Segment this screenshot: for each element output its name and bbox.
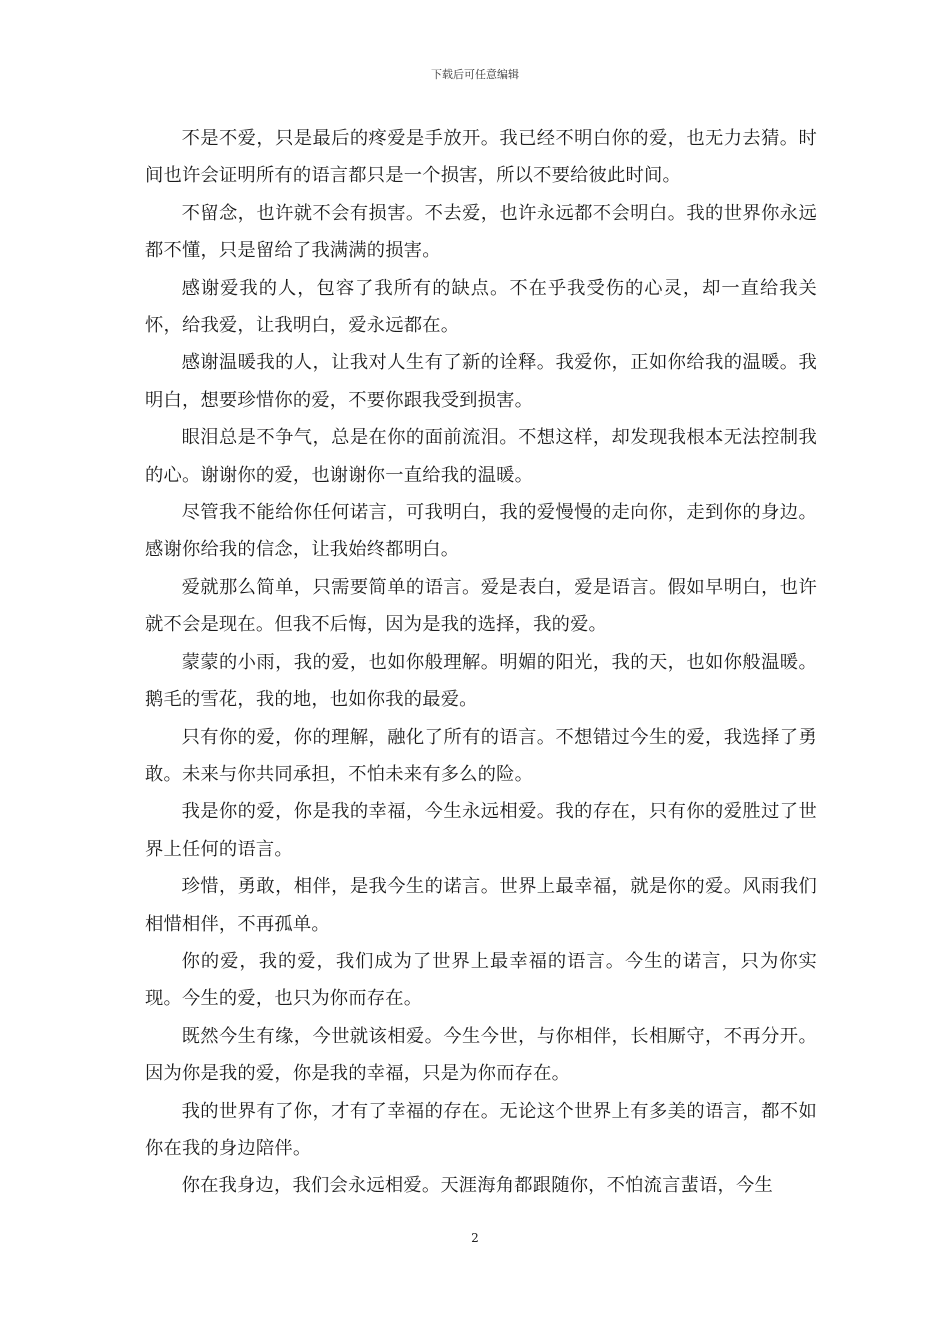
- paragraph-2: 不留念，也许就不会有损害。不去爱，也许永远都不会明白。我的世界你永远都不懂，只是留给了我满满的损害。: [145, 202, 817, 262]
- paragraph-14: 我的世界有了你，才有了幸福的存在。无论这个世界上有多美的语言，都不如你在我的身边陪伴。: [145, 1100, 817, 1159]
- paragraph-9: 只有你的爱，你的理解，融化了所有的语言。不想错过今生的爱，我选择了勇敢。未来与你共同承担，不怕未来有多么的险。: [145, 726, 817, 785]
- paragraph-7: 爱就那么简单，只需要简单的语言。爱是表白，爱是语言。假如早明白，也许就不会是现在。但我不后悔，因为是我的选择，我的爱。: [145, 576, 817, 636]
- page-number: 2: [471, 1231, 479, 1245]
- paragraph-10: 我是你的爱，你是我的幸福，今生永远相爱。我的存在，只有你的爱胜过了世界上任何的语言。: [145, 801, 817, 860]
- paragraph-3: 感谢爱我的人，包容了我所有的缺点。不在乎我受伤的心灵，却一直给我关怀，给我爱，让我明白，爱永远都在。: [145, 277, 817, 337]
- paragraph-1: 不是不爱，只是最后的疼爱是手放开。我已经不明白你的爱，也无力去猜。时间也许会证明所有的语言都只是一个损害，所以不要给彼此时间。: [145, 128, 817, 187]
- document-body: [145, 120, 817, 1205]
- paragraph-6: 尽管我不能给你任何诺言，可我明白，我的爱慢慢的走向你，走到你的身边。感谢你给我的信念，让我始终都明白。: [145, 502, 817, 561]
- paragraph-8: 蒙蒙的小雨，我的爱，也如你般理解。明媚的阳光，我的天，也如你般温暖。鹅毛的雪花，我的地，也如你我的最爱。: [145, 651, 817, 711]
- paragraph-4: 感谢温暖我的人，让我对人生有了新的诠释。我爱你，正如你给我的温暖。我明白，想要珍惜你的爱，不要你跟我受到损害。: [145, 352, 817, 411]
- page-header-note: 下载后可任意编辑: [431, 68, 519, 81]
- paragraph-11: 珍惜，勇敢，相伴，是我今生的诺言。世界上最幸福，就是你的爱。风雨我们相惜相伴，不再孤单。: [145, 876, 817, 935]
- paragraph-5: 眼泪总是不争气，总是在你的面前流泪。不想这样，却发现我根本无法控制我的心。谢谢你的爱，也谢谢你一直给我的温暖。: [145, 427, 817, 486]
- paragraph-12: 你的爱，我的爱，我们成为了世界上最幸福的语言。今生的诺言，只为你实现。今生的爱，也只为你而存在。: [145, 950, 817, 1010]
- paragraph-15: 你在我身边，我们会永远相爱。天涯海角都跟随你，不怕流言蜚语，今生: [181, 1175, 773, 1197]
- paragraph-13: 既然今生有缘，今世就该相爱。今生今世，与你相伴，长相厮守，不再分开。因为你是我的爱，你是我的幸福，只是为你而存在。: [145, 1025, 817, 1085]
